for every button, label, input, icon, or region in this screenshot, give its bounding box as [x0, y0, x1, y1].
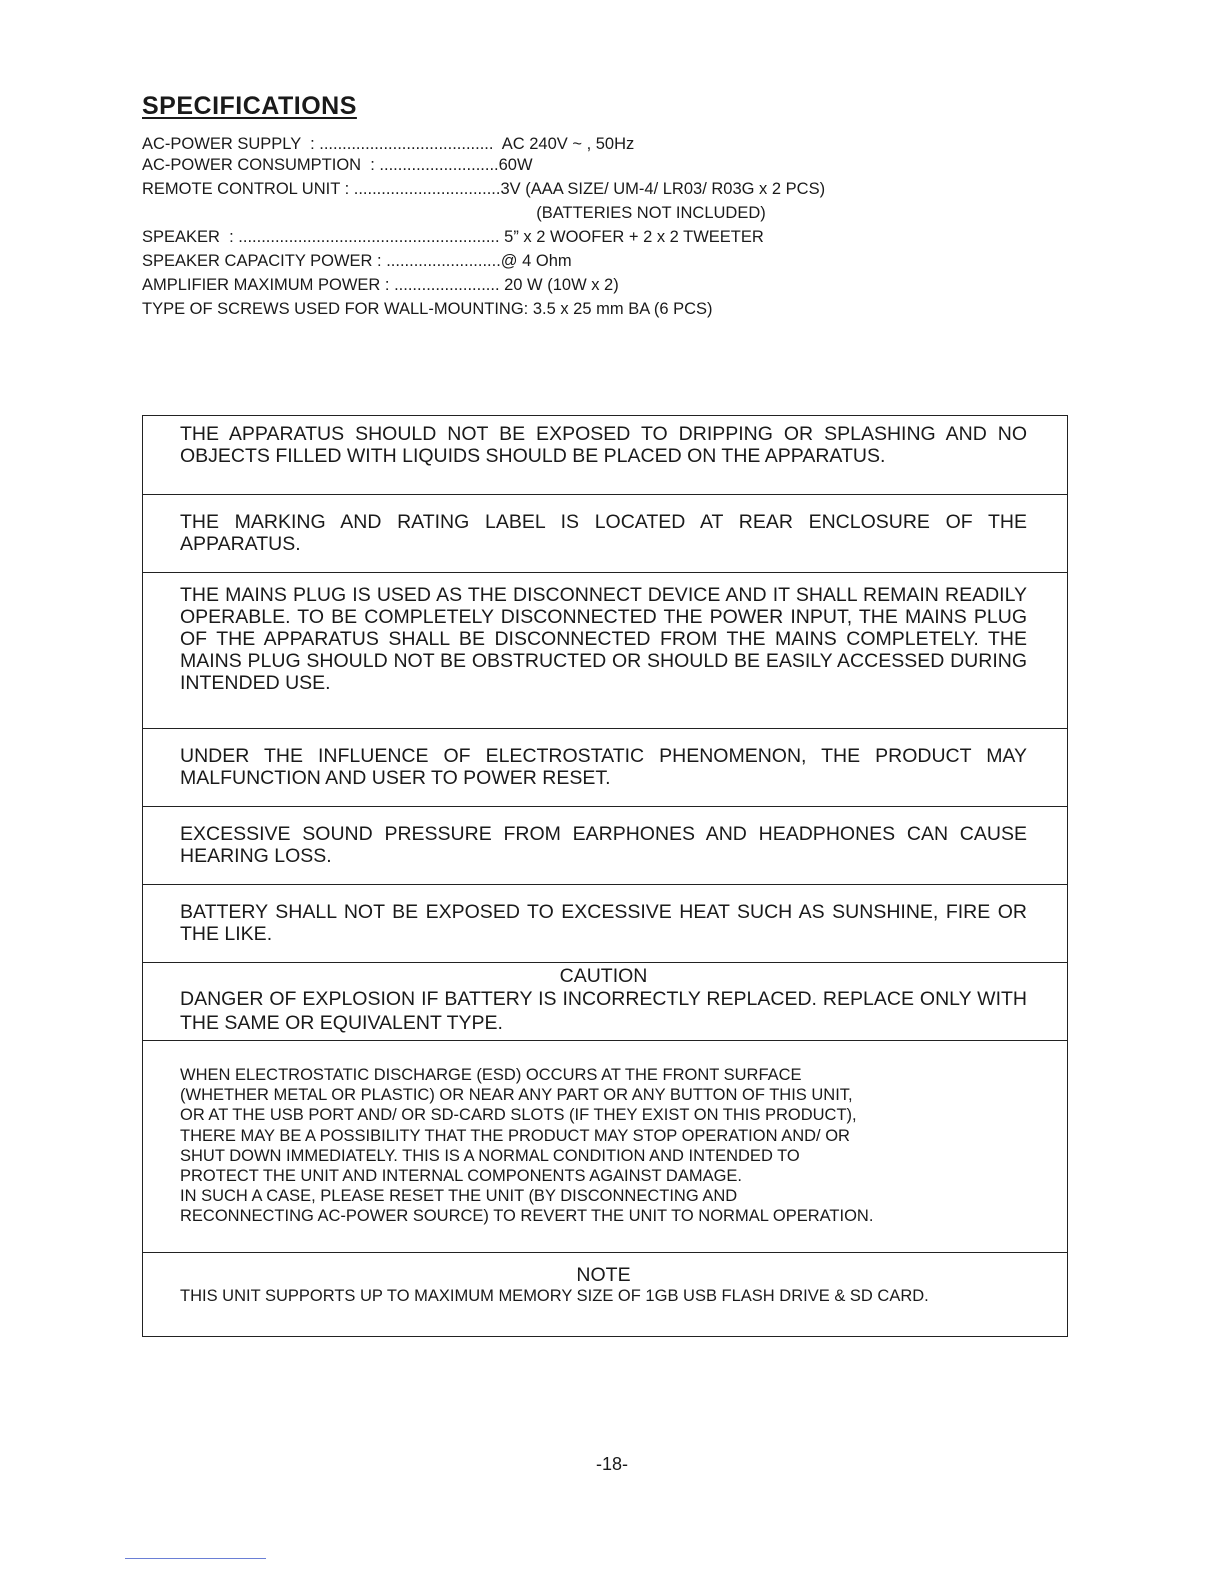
notice-electrostatic-text: UNDER THE INFLUENCE OF ELECTROSTATIC PHENOMENON, THE PRODUCT MAY MALFUNCTION AND USER TO POWER RESET. [180, 745, 1027, 789]
spec-amplifier-power: AMPLIFIER MAXIMUM POWER : ....................... 20 W (10W x 2) [142, 276, 619, 294]
spec-ac-power-supply: AC-POWER SUPPLY : ...................................... AC 240V ~ , 50Hz [142, 135, 635, 153]
spec-remote-control-note: (BATTERIES NOT INCLUDED) [142, 204, 766, 222]
footer-divider [125, 1558, 266, 1559]
esd-line: (WHETHER METAL OR PLASTIC) OR NEAR ANY PART OR ANY BUTTON OF THIS UNIT, [180, 1086, 853, 1105]
notice-dripping-text: THE APPARATUS SHOULD NOT BE EXPOSED TO DRIPPING OR SPLASHING AND NO OBJECTS FILLED WITH LIQUIDS SHOULD BE PLACED ON THE APPARATUS. [180, 423, 1027, 467]
notice-esd [143, 1041, 1067, 1253]
notice-dripping [143, 416, 1067, 495]
warnings-box [142, 415, 1068, 1337]
note-text: THIS UNIT SUPPORTS UP TO MAXIMUM MEMORY SIZE OF 1GB USB FLASH DRIVE & SD CARD. [180, 1287, 929, 1305]
caution-text: DANGER OF EXPLOSION IF BATTERY IS INCORRECTLY REPLACED. REPLACE ONLY WITH THE SAME OR EQUIVALENT TYPE. [180, 988, 1027, 1034]
caution-title: CAUTION [559, 965, 648, 987]
spec-remote-control: REMOTE CONTROL UNIT : ................................3V (AAA SIZE/ UM-4/ LR03/ R03G x 2 PCS) [142, 180, 826, 198]
notice-sound-pressure-text: EXCESSIVE SOUND PRESSURE FROM EARPHONES AND HEADPHONES CAN CAUSE HEARING LOSS. [180, 823, 1027, 867]
spec-speaker: SPEAKER : ......................................................... 5” x 2 WOOFER + 2 x 2 TWEETER [142, 228, 764, 246]
esd-line: WHEN ELECTROSTATIC DISCHARGE (ESD) OCCURS AT THE FRONT SURFACE [180, 1066, 802, 1084]
spec-screws: TYPE OF SCREWS USED FOR WALL-MOUNTING: 3.5 x 25 mm BA (6 PCS) [142, 300, 713, 318]
notice-battery-heat [143, 885, 1067, 963]
notice-sound-pressure [143, 807, 1067, 885]
esd-line: OR AT THE USB PORT AND/ OR SD-CARD SLOTS (IF THEY EXIST ON THIS PRODUCT), [180, 1106, 857, 1125]
page-number: -18- [595, 1454, 628, 1474]
esd-line: PROTECT THE UNIT AND INTERNAL COMPONENTS AGAINST DAMAGE. [180, 1167, 743, 1186]
notice-marking-text: THE MARKING AND RATING LABEL IS LOCATED AT REAR ENCLOSURE OF THE APPARATUS. [180, 511, 1027, 555]
notice-mains-plug-text: THE MAINS PLUG IS USED AS THE DISCONNECT DEVICE AND IT SHALL REMAIN READILY OPERABLE. TO BE COMPLETELY DISCONNECTED THE POWER INPUT, THE MAINS PLUG OF THE APPARATUS SHALL BE DISCONNECTED FROM THE MAINS COMPLETELY. THE MAINS PLUG SHOULD NOT BE OBSTRUCTED OR SHOULD BE EASILY ACCESSED DURING INTENDED USE. [180, 584, 1027, 694]
notice-battery-heat-text: BATTERY SHALL NOT BE EXPOSED TO EXCESSIVE HEAT SUCH AS SUNSHINE, FIRE OR THE LIKE. [180, 901, 1027, 945]
esd-line: SHUT DOWN IMMEDIATELY. THIS IS A NORMAL CONDITION AND INTENDED TO [180, 1146, 800, 1165]
notice-electrostatic [143, 729, 1067, 807]
spec-speaker-capacity: SPEAKER CAPACITY POWER : .........................@ 4 Ohm [142, 252, 572, 270]
page-title: SPECIFICATIONS [142, 92, 357, 120]
notice-marking [143, 495, 1067, 573]
esd-line: THERE MAY BE A POSSIBILITY THAT THE PRODUCT MAY STOP OPERATION AND/ OR [180, 1126, 850, 1145]
esd-line: IN SUCH A CASE, PLEASE RESET THE UNIT (BY DISCONNECTING AND [180, 1187, 738, 1206]
esd-line: RECONNECTING AC-POWER SOURCE) TO REVERT THE UNIT TO NORMAL OPERATION. [180, 1207, 874, 1226]
spec-ac-power-consumption: AC-POWER CONSUMPTION : ..........................60W [142, 156, 533, 174]
note-title: NOTE [576, 1264, 631, 1286]
notice-note [143, 1253, 1067, 1338]
notice-caution [143, 963, 1067, 1041]
notice-mains-plug [143, 573, 1067, 729]
